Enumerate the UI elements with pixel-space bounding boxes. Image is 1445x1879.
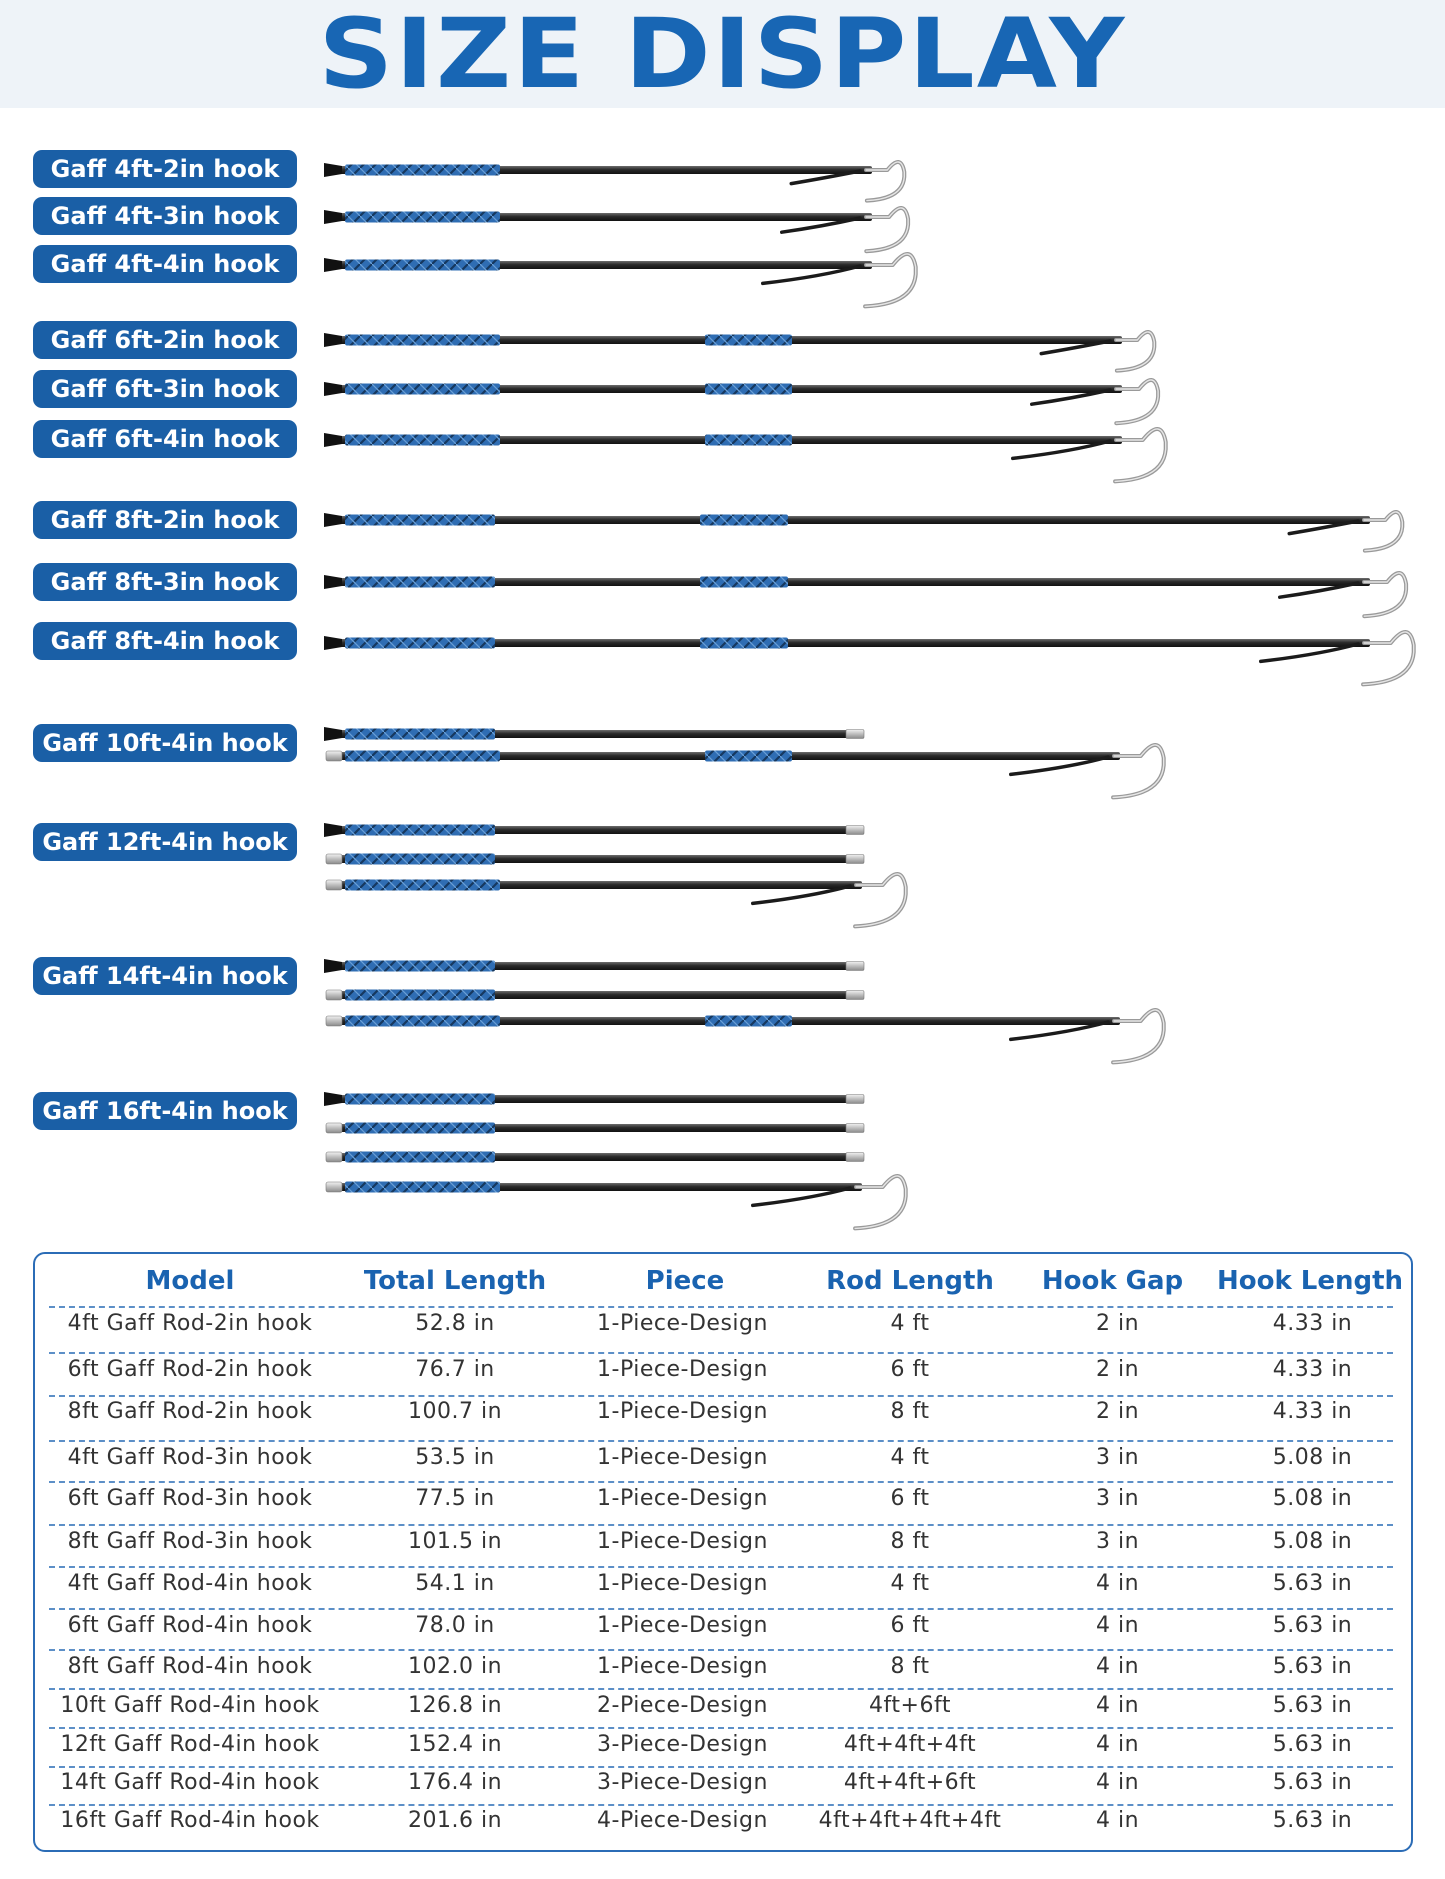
- butt-cap: [324, 382, 342, 396]
- cell-hook-length: 5.63 in: [1272, 1732, 1353, 1757]
- butt-cap: [324, 433, 342, 447]
- cell-hook-gap: 2 in: [1095, 1399, 1140, 1424]
- grip-wrap: [705, 751, 792, 762]
- butt-cap: [324, 333, 342, 347]
- cell-total-length: 76.7 in: [415, 1357, 495, 1382]
- grip-wrap: [345, 435, 500, 446]
- cell-piece: 2-Piece-Design: [597, 1693, 768, 1718]
- table-row-divider: [49, 1352, 1393, 1354]
- cell-model: 14ft Gaff Rod-4in hook: [60, 1770, 320, 1795]
- cell-total-length: 100.7 in: [407, 1399, 503, 1424]
- cell-piece: 4-Piece-Design: [597, 1808, 768, 1833]
- label-gaff-8ft-4in: Gaff 8ft-4in hook: [33, 622, 297, 660]
- label-gaff-6ft-2in: Gaff 6ft-2in hook: [33, 321, 297, 359]
- table-row-divider: [49, 1440, 1393, 1442]
- cell-model: 8ft Gaff Rod-4in hook: [67, 1654, 313, 1679]
- cell-rod-length: 4 ft: [890, 1311, 930, 1336]
- cell-hook-gap: 2 in: [1095, 1311, 1140, 1336]
- cell-model: 6ft Gaff Rod-4in hook: [67, 1613, 313, 1638]
- ferrule-tip: [846, 1124, 864, 1133]
- grip-wrap: [705, 335, 792, 346]
- cell-hook-length: 5.63 in: [1272, 1808, 1353, 1833]
- butt-cap: [324, 636, 342, 650]
- ferrule-cap: [326, 1016, 342, 1026]
- cell-rod-length: 4ft+4ft+6ft: [843, 1770, 977, 1795]
- grip-wrap: [345, 165, 500, 176]
- header-rod-length: Rod Length: [826, 1266, 994, 1296]
- ferrule-cap: [326, 1182, 342, 1192]
- cell-hook-gap: 4 in: [1095, 1613, 1140, 1638]
- label-gaff-4ft-3in: Gaff 4ft-3in hook: [33, 197, 297, 235]
- cell-total-length: 54.1 in: [415, 1571, 495, 1596]
- grip-wrap: [345, 729, 495, 740]
- ferrule-cap: [326, 854, 342, 864]
- header-hook-length: Hook Length: [1216, 1266, 1404, 1296]
- grip-wrap: [345, 1152, 495, 1163]
- grip-wrap: [345, 515, 495, 526]
- cell-hook-gap: 4 in: [1095, 1732, 1140, 1757]
- table-row-divider: [49, 1608, 1393, 1610]
- grip-wrap: [700, 638, 788, 649]
- label-gaff-4ft-4in: Gaff 4ft-4in hook: [33, 245, 297, 283]
- cell-model: 16ft Gaff Rod-4in hook: [60, 1808, 320, 1833]
- cell-total-length: 176.4 in: [407, 1770, 503, 1795]
- header-piece: Piece: [645, 1266, 725, 1296]
- table-row-divider: [49, 1566, 1393, 1568]
- cell-hook-gap: 4 in: [1095, 1693, 1140, 1718]
- gaff-hook: [1113, 1010, 1164, 1062]
- grip-wrap: [345, 577, 495, 588]
- gaff-hook: [855, 874, 906, 926]
- cell-piece: 1-Piece-Design: [597, 1311, 768, 1336]
- cell-model: 8ft Gaff Rod-3in hook: [67, 1529, 313, 1554]
- cell-piece: 1-Piece-Design: [597, 1357, 768, 1382]
- ferrule-tip: [846, 730, 864, 739]
- cell-hook-gap: 3 in: [1095, 1445, 1140, 1470]
- page-title: SIZE DISPLAY: [318, 0, 1127, 110]
- grip-wrap: [345, 638, 495, 649]
- cell-model: 8ft Gaff Rod-2in hook: [67, 1399, 313, 1424]
- gaff-hook: [866, 208, 908, 251]
- cell-rod-length: 4ft+4ft+4ft+4ft: [818, 1808, 1002, 1833]
- gaff-hook: [1363, 632, 1414, 684]
- label-gaff-12ft-4in: Gaff 12ft-4in hook: [33, 823, 297, 861]
- cell-rod-length: 6 ft: [890, 1486, 930, 1511]
- cell-model: 12ft Gaff Rod-4in hook: [60, 1732, 320, 1757]
- table-row-divider: [49, 1649, 1393, 1651]
- cell-piece: 1-Piece-Design: [597, 1486, 768, 1511]
- cell-rod-length: 8 ft: [890, 1654, 930, 1679]
- grip-wrap: [345, 1016, 500, 1027]
- grip-wrap: [705, 435, 792, 446]
- cell-hook-gap: 4 in: [1095, 1571, 1140, 1596]
- ferrule-cap: [326, 880, 342, 890]
- cell-model: 4ft Gaff Rod-2in hook: [67, 1311, 313, 1336]
- gaff-hook-shine: [855, 1176, 906, 1228]
- cell-rod-length: 6 ft: [890, 1357, 930, 1382]
- cell-total-length: 126.8 in: [407, 1693, 503, 1718]
- cell-piece: 3-Piece-Design: [597, 1770, 768, 1795]
- cell-total-length: 201.6 in: [407, 1808, 503, 1833]
- grip-wrap: [700, 515, 788, 526]
- grip-wrap: [345, 825, 495, 836]
- cell-piece: 3-Piece-Design: [597, 1732, 768, 1757]
- cell-rod-length: 8 ft: [890, 1529, 930, 1554]
- label-gaff-16ft-4in: Gaff 16ft-4in hook: [33, 1092, 297, 1130]
- cell-hook-length: 4.33 in: [1272, 1357, 1353, 1382]
- cell-hook-gap: 3 in: [1095, 1529, 1140, 1554]
- cell-piece: 1-Piece-Design: [597, 1571, 768, 1596]
- butt-cap: [324, 210, 342, 224]
- cell-hook-gap: 4 in: [1095, 1770, 1140, 1795]
- label-gaff-6ft-3in: Gaff 6ft-3in hook: [33, 370, 297, 408]
- cell-total-length: 152.4 in: [407, 1732, 503, 1757]
- butt-cap: [324, 163, 342, 177]
- table-row-divider: [49, 1481, 1393, 1483]
- butt-cap: [324, 258, 342, 272]
- cell-hook-length: 5.63 in: [1272, 1770, 1353, 1795]
- ferrule-tip: [846, 1095, 864, 1104]
- gaff-hook-shine: [855, 874, 906, 926]
- grip-wrap: [345, 260, 500, 271]
- cell-hook-gap: 3 in: [1095, 1486, 1140, 1511]
- ferrule-tip: [846, 826, 864, 835]
- grip-wrap: [345, 384, 500, 395]
- cell-total-length: 102.0 in: [407, 1654, 503, 1679]
- butt-cap: [324, 727, 342, 741]
- header-hook-gap: Hook Gap: [1041, 1266, 1184, 1296]
- butt-cap: [324, 575, 342, 589]
- ferrule-tip: [846, 1153, 864, 1162]
- ferrule-cap: [326, 1123, 342, 1133]
- table-row-divider: [49, 1688, 1393, 1690]
- label-gaff-14ft-4in: Gaff 14ft-4in hook: [33, 957, 297, 995]
- cell-model: 4ft Gaff Rod-4in hook: [67, 1571, 313, 1596]
- grip-wrap: [345, 1094, 495, 1105]
- cell-rod-length: 4ft+4ft+4ft: [843, 1732, 977, 1757]
- grip-wrap: [345, 212, 500, 223]
- gaff-hook: [855, 1176, 906, 1228]
- gaff-hook: [1116, 380, 1158, 423]
- butt-cap: [324, 959, 342, 973]
- gaff-hook: [1115, 429, 1166, 481]
- cell-total-length: 53.5 in: [415, 1445, 495, 1470]
- cell-model: 6ft Gaff Rod-3in hook: [67, 1486, 313, 1511]
- cell-hook-length: 5.63 in: [1272, 1654, 1353, 1679]
- cell-total-length: 52.8 in: [415, 1311, 495, 1336]
- grip-wrap: [705, 384, 792, 395]
- cell-piece: 1-Piece-Design: [597, 1613, 768, 1638]
- table-row-divider: [49, 1524, 1393, 1526]
- cell-hook-gap: 2 in: [1095, 1357, 1140, 1382]
- cell-piece: 1-Piece-Design: [597, 1445, 768, 1470]
- gaff-hook: [865, 254, 916, 306]
- grip-wrap: [345, 1182, 500, 1193]
- cell-piece: 1-Piece-Design: [597, 1529, 768, 1554]
- gaff-hook-shine: [1116, 380, 1158, 423]
- header-model: Model: [145, 1266, 235, 1296]
- cell-hook-gap: 4 in: [1095, 1654, 1140, 1679]
- gaff-hook: [1113, 745, 1164, 797]
- ferrule-cap: [326, 751, 342, 761]
- cell-hook-length: 5.63 in: [1272, 1693, 1353, 1718]
- label-gaff-8ft-3in: Gaff 8ft-3in hook: [33, 563, 297, 601]
- rod-layer: [324, 162, 1414, 1228]
- cell-model: 4ft Gaff Rod-3in hook: [67, 1445, 313, 1470]
- grip-wrap: [345, 751, 500, 762]
- grip-wrap: [705, 1016, 792, 1027]
- grip-wrap: [345, 990, 495, 1001]
- cell-hook-length: 4.33 in: [1272, 1399, 1353, 1424]
- ferrule-tip: [846, 855, 864, 864]
- cell-total-length: 77.5 in: [415, 1486, 495, 1511]
- cell-hook-length: 5.08 in: [1272, 1445, 1353, 1470]
- cell-piece: 1-Piece-Design: [597, 1399, 768, 1424]
- grip-wrap: [345, 1123, 495, 1134]
- cell-model: 6ft Gaff Rod-2in hook: [67, 1357, 313, 1382]
- gaff-hook-shine: [1115, 429, 1166, 481]
- ferrule-cap: [326, 1152, 342, 1162]
- label-gaff-8ft-2in: Gaff 8ft-2in hook: [33, 501, 297, 539]
- cell-total-length: 78.0 in: [415, 1613, 495, 1638]
- table-row-divider: [49, 1306, 1393, 1308]
- cell-hook-gap: 4 in: [1095, 1808, 1140, 1833]
- ferrule-tip: [846, 991, 864, 1000]
- cell-rod-length: 4 ft: [890, 1445, 930, 1470]
- gaff-hook-shine: [865, 254, 916, 306]
- label-gaff-6ft-4in: Gaff 6ft-4in hook: [33, 420, 297, 458]
- ferrule-cap: [326, 990, 342, 1000]
- grip-wrap: [345, 961, 495, 972]
- gaff-hook-shine: [1364, 573, 1406, 616]
- butt-cap: [324, 823, 342, 837]
- cell-hook-length: 4.33 in: [1272, 1311, 1353, 1336]
- cell-total-length: 101.5 in: [407, 1529, 503, 1554]
- cell-piece: 1-Piece-Design: [597, 1654, 768, 1679]
- cell-rod-length: 6 ft: [890, 1613, 930, 1638]
- gaff-hook: [1364, 573, 1406, 616]
- grip-wrap: [345, 335, 500, 346]
- label-gaff-10ft-4in: Gaff 10ft-4in hook: [33, 724, 297, 762]
- cell-rod-length: 4 ft: [890, 1571, 930, 1596]
- gaff-hook-shine: [1363, 632, 1414, 684]
- cell-model: 10ft Gaff Rod-4in hook: [60, 1693, 320, 1718]
- cell-hook-length: 5.63 in: [1272, 1571, 1353, 1596]
- table-row-divider: [49, 1727, 1393, 1729]
- cell-rod-length: 8 ft: [890, 1399, 930, 1424]
- grip-wrap: [345, 880, 500, 891]
- ferrule-tip: [846, 962, 864, 971]
- cell-rod-length: 4ft+6ft: [869, 1693, 951, 1718]
- grip-wrap: [345, 854, 495, 865]
- grip-wrap: [700, 577, 788, 588]
- butt-cap: [324, 1092, 342, 1106]
- cell-hook-length: 5.08 in: [1272, 1486, 1353, 1511]
- butt-cap: [324, 513, 342, 527]
- header-total-length: Total Length: [363, 1266, 547, 1296]
- gaff-hook-shine: [866, 208, 908, 251]
- gaff-hook-shine: [1113, 1010, 1164, 1062]
- gaff-hook-shine: [1113, 745, 1164, 797]
- cell-hook-length: 5.63 in: [1272, 1613, 1353, 1638]
- label-gaff-4ft-2in: Gaff 4ft-2in hook: [33, 150, 297, 188]
- cell-hook-length: 5.08 in: [1272, 1529, 1353, 1554]
